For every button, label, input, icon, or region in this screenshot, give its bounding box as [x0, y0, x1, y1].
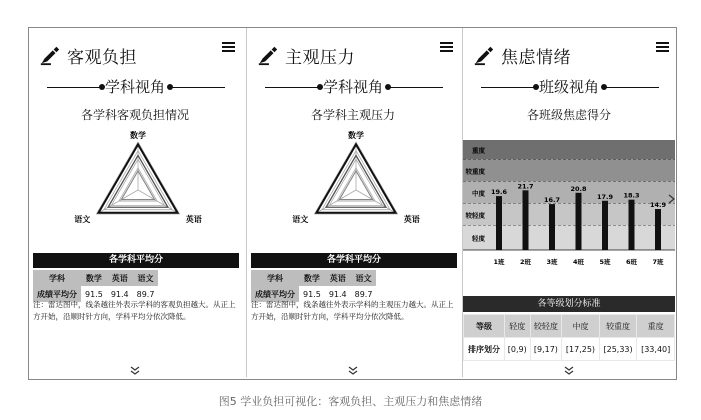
bar-value-label: 16.7 — [543, 196, 561, 205]
table-cell: [0,9) — [504, 338, 530, 361]
category-label: 4班 — [572, 258, 585, 266]
section-label: 班级视角 — [538, 78, 599, 96]
table-header: 轻度 — [504, 315, 530, 338]
radar-grid — [96, 142, 179, 214]
chart-note: 注：雷达图中，线条越往外表示学科的主观压力越大。从正上方开始，沿顺时针方向，学科平均分依次降低。 — [251, 300, 454, 321]
bar-value-label: 19.6 — [490, 188, 508, 197]
bar — [523, 190, 529, 250]
radar-axis-label: 英语 — [185, 215, 202, 224]
panel-header — [257, 42, 355, 68]
panel-title: 客观负担 — [67, 47, 137, 68]
panel-title: 焦虑情绪 — [501, 47, 571, 68]
table-cell: [33,40] — [637, 338, 675, 361]
panel-objective-burden — [29, 28, 241, 377]
anxiety-bar-chart — [463, 140, 675, 275]
section-heading — [463, 76, 675, 98]
panel-anxiety — [462, 28, 675, 377]
level-band — [463, 203, 675, 225]
level-table — [463, 314, 675, 361]
section-label: 学科视角 — [322, 78, 383, 96]
radar-chart — [291, 124, 421, 244]
panel-title: 主观压力 — [285, 47, 355, 68]
level-label: 轻度 — [472, 234, 485, 243]
level-label: 重度 — [472, 146, 485, 155]
pen-icon — [39, 44, 61, 66]
table-cell: 91.4 — [325, 286, 351, 302]
bar-value-label: 17.9 — [596, 192, 614, 201]
average-table — [251, 270, 376, 302]
table-cell: 89.7 — [351, 286, 377, 302]
bar-value-label: 14.9 — [649, 201, 667, 210]
level-band — [463, 159, 675, 181]
bar — [602, 201, 608, 250]
table-header: 学科 — [33, 270, 81, 286]
category-label: 5班 — [599, 258, 611, 266]
section-heading — [29, 76, 241, 98]
bar — [629, 200, 635, 250]
bar-value-label: 21.7 — [517, 182, 534, 191]
bar — [655, 209, 661, 250]
average-table-title: 各学科平均分 — [251, 253, 457, 268]
table-header: 中度 — [562, 315, 600, 338]
average-table-title: 各学科平均分 — [33, 253, 239, 268]
radar-axis-label: 语文 — [74, 215, 91, 224]
level-label: 较重度 — [465, 167, 485, 176]
chart-subtitle: 各学科主观压力 — [310, 108, 395, 122]
table-row-label: 成绩平均分 — [33, 286, 81, 302]
radar-axis-label: 语文 — [292, 215, 309, 224]
category-label: 1班 — [493, 258, 505, 266]
radar-chart — [73, 124, 203, 244]
level-label: 较轻度 — [465, 211, 485, 220]
radar-axis-label: 数学 — [348, 131, 364, 140]
figure-caption: 图5 学业负担可视化：客观负担、主观压力和焦虑情绪 — [218, 395, 483, 408]
menu-icon[interactable] — [222, 42, 235, 52]
table-cell: [9,17) — [530, 338, 562, 361]
table-header: 学科 — [251, 270, 299, 286]
panel-subjective-pressure — [246, 28, 459, 377]
level-label: 中度 — [472, 189, 485, 198]
bar-value-label: 20.8 — [570, 184, 587, 193]
table-header: 语文 — [133, 270, 159, 286]
radar-axis-label: 数学 — [130, 131, 146, 140]
category-label: 2班 — [519, 258, 532, 266]
level-band — [463, 140, 675, 159]
level-band — [463, 225, 675, 250]
table-header: 重度 — [637, 315, 675, 338]
table-cell: 91.5 — [299, 286, 325, 302]
table-header: 较轻度 — [530, 315, 562, 338]
table-header: 英语 — [107, 270, 133, 286]
chart-subtitle: 各班级焦虑得分 — [526, 108, 611, 122]
table-header: 等级 — [464, 315, 505, 338]
chevron-right-icon[interactable] — [668, 194, 676, 204]
category-label: 7班 — [652, 258, 664, 266]
panel-header — [473, 42, 571, 68]
bar — [496, 196, 502, 250]
menu-icon[interactable] — [656, 42, 669, 52]
table-header: 英语 — [325, 270, 351, 286]
scroll-down-icon[interactable] — [247, 361, 459, 373]
radar-grid — [314, 142, 397, 214]
table-header: 较重度 — [599, 315, 637, 338]
scroll-down-icon[interactable] — [463, 361, 675, 373]
section-heading — [247, 76, 459, 98]
scroll-down-icon[interactable] — [29, 361, 241, 373]
bar — [549, 204, 555, 250]
table-header: 数学 — [299, 270, 325, 286]
pen-icon — [257, 44, 279, 66]
table-cell: 89.7 — [133, 286, 159, 302]
table-row-label: 成绩平均分 — [251, 286, 299, 302]
pen-icon — [473, 44, 495, 66]
category-label: 3班 — [546, 258, 558, 266]
average-table — [33, 270, 158, 302]
chart-note: 注：雷达图中，线条越往外表示学科的客观负担越大。从正上方开始，沿顺时针方向，学科平均分依次降低。 — [33, 300, 236, 321]
chart-subtitle: 各学科客观负担情况 — [80, 108, 189, 122]
bar — [576, 193, 582, 250]
category-label: 6班 — [625, 258, 638, 266]
table-header: 语文 — [351, 270, 377, 286]
table-cell: 91.4 — [107, 286, 133, 302]
level-table-title: 各等级划分标准 — [463, 296, 675, 312]
bar-value-label: 18.3 — [623, 191, 640, 200]
panel-header — [39, 42, 137, 68]
table-row-label: 排序划分 — [464, 338, 505, 361]
table-cell: [25,33) — [599, 338, 637, 361]
radar-axis-label: 英语 — [403, 215, 420, 224]
table-header: 数学 — [81, 270, 107, 286]
menu-icon[interactable] — [440, 42, 453, 52]
table-cell: 91.5 — [81, 286, 107, 302]
section-label: 学科视角 — [104, 78, 165, 96]
table-cell: [17,25) — [562, 338, 600, 361]
